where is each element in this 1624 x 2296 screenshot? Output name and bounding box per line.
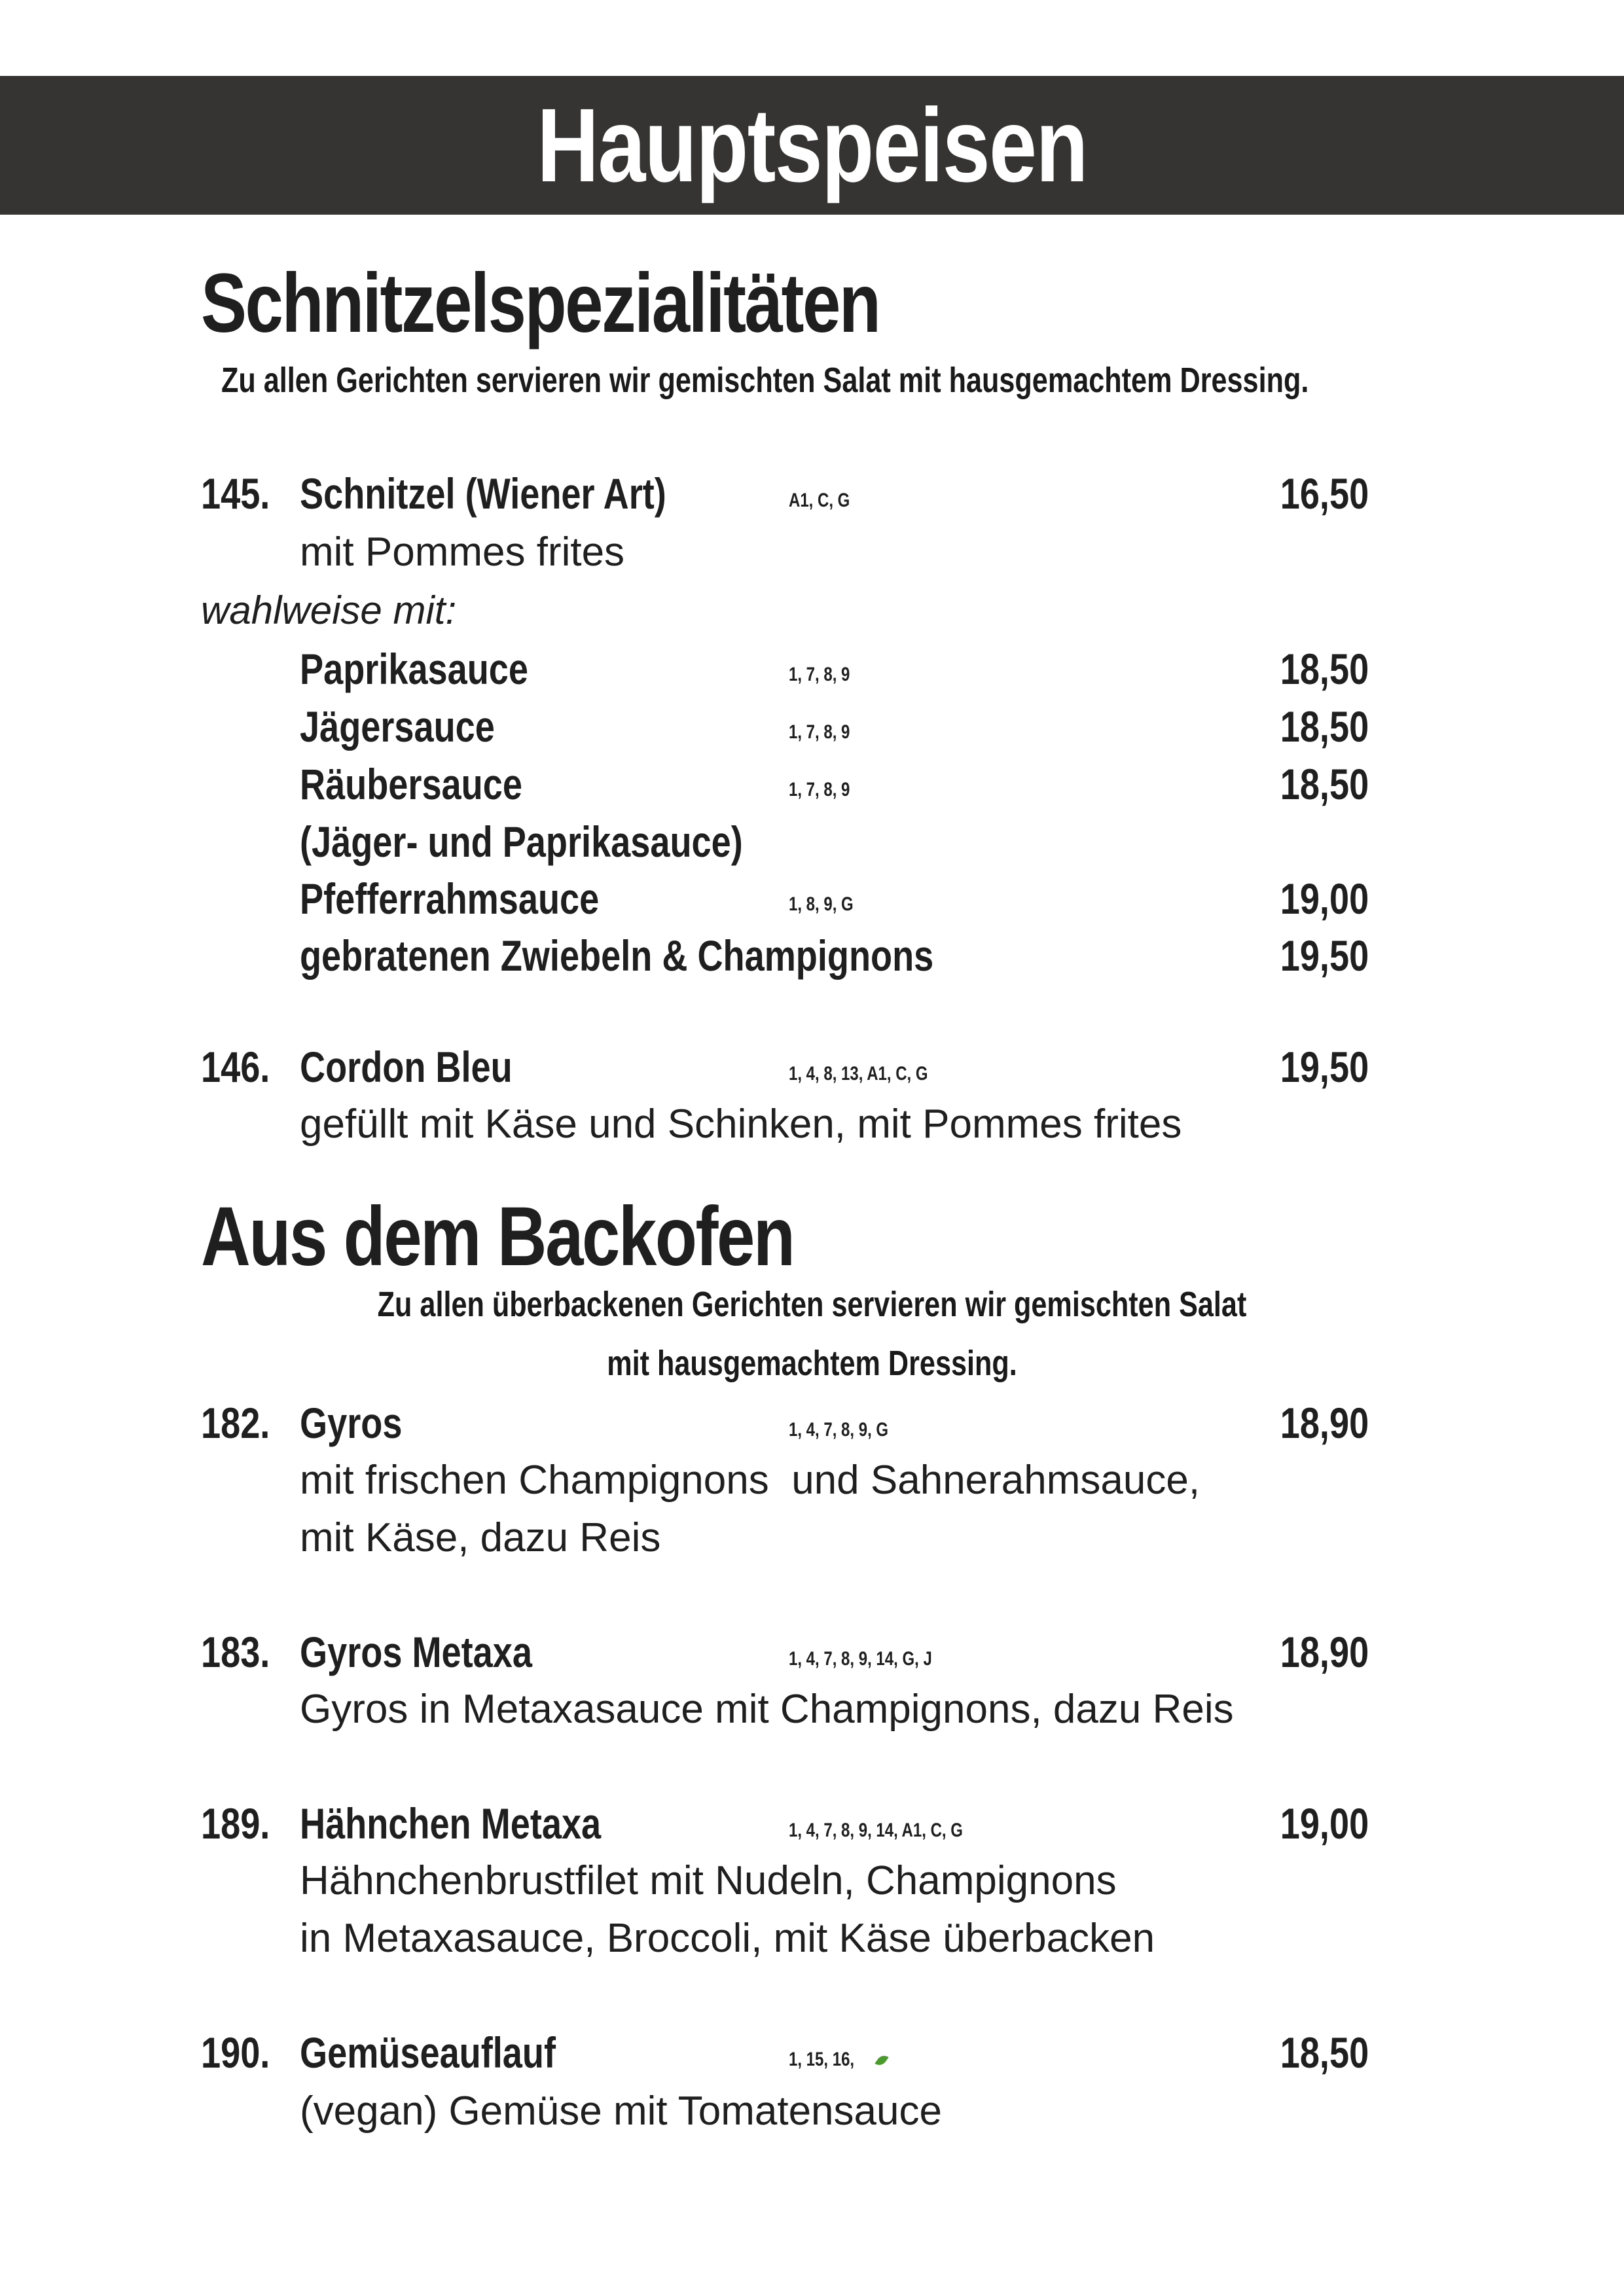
item-number: 189. bbox=[201, 1799, 270, 1848]
item-allergens: A1, C, G bbox=[789, 490, 850, 511]
option-price: 18,50 bbox=[1280, 645, 1369, 693]
option-price: 19,00 bbox=[1280, 874, 1369, 923]
item-price: 18,50 bbox=[1280, 2028, 1369, 2077]
item-name: Cordon Bleu bbox=[300, 1043, 513, 1091]
item-allergens: 1, 4, 8, 13, A1, C, G bbox=[789, 1063, 928, 1085]
item-allergens: 1, 4, 7, 8, 9, 14, G, J bbox=[789, 1648, 932, 1670]
option-price: 18,50 bbox=[1280, 702, 1369, 751]
item-allergens-group bbox=[789, 2049, 886, 2071]
item-name: Gemüseauflauf bbox=[300, 2028, 556, 2077]
item-price: 18,90 bbox=[1280, 1399, 1369, 1447]
item-name: Gyros Metaxa bbox=[300, 1628, 532, 1676]
option-price: 19,50 bbox=[1280, 931, 1369, 980]
option-name: Paprikasauce bbox=[300, 645, 529, 693]
page-title: Hauptspeisen bbox=[537, 86, 1087, 204]
section-title-schnitzel: Schnitzelspezialitäten bbox=[201, 257, 880, 350]
option-allergens: 1, 7, 8, 9 bbox=[789, 664, 850, 685]
item-description: Gyros in Metaxasauce mit Champignons, dazu Reis bbox=[300, 1687, 1234, 1732]
option-price: 18,50 bbox=[1280, 760, 1369, 808]
item-description: in Metaxasauce, Broccoli, mit Käse überbacken bbox=[300, 1916, 1155, 1961]
item-price: 16,50 bbox=[1280, 469, 1369, 518]
option-name: Jägersauce bbox=[300, 702, 495, 751]
item-price: 19,50 bbox=[1280, 1043, 1369, 1091]
item-allergens: 1, 15, 16, bbox=[789, 2049, 855, 2070]
item-description: Hähnchenbrustfilet mit Nudeln, Champignons bbox=[300, 1858, 1117, 1903]
option-name: gebratenen Zwiebeln & Champignons bbox=[300, 931, 934, 980]
item-price: 18,90 bbox=[1280, 1628, 1369, 1676]
option-allergens: 1, 8, 9, G bbox=[789, 893, 854, 915]
item-number: 190. bbox=[201, 2028, 270, 2077]
item-description: gefüllt mit Käse und Schinken, mit Pommes frites bbox=[300, 1102, 1182, 1147]
section-note-backofen-line2: mit hausgemachtem Dressing. bbox=[607, 1344, 1017, 1383]
header-banner bbox=[0, 76, 1624, 215]
item-number: 182. bbox=[201, 1399, 270, 1447]
item-description: mit frischen Champignons und Sahnerahmsauce, bbox=[300, 1458, 1200, 1503]
item-number: 145. bbox=[201, 469, 270, 518]
item-allergens: 1, 4, 7, 8, 9, 14, A1, C, G bbox=[789, 1820, 963, 1841]
section-title-backofen: Aus dem Backofen bbox=[201, 1190, 794, 1283]
item-price: 19,00 bbox=[1280, 1799, 1369, 1848]
item-description: mit Käse, dazu Reis bbox=[300, 1515, 661, 1560]
item-description: mit Pommes frites bbox=[300, 529, 625, 575]
item-name: Hähnchen Metaxa bbox=[300, 1799, 602, 1848]
option-allergens: 1, 7, 8, 9 bbox=[789, 779, 850, 800]
section-note-backofen-line1: Zu allen überbackenen Gerichten servieren wir gemischten Salat bbox=[377, 1285, 1247, 1324]
option-name: Pfefferrahmsauce bbox=[300, 874, 600, 923]
option-allergens: 1, 7, 8, 9 bbox=[789, 721, 850, 743]
option-name: (Jäger- und Paprikasauce) bbox=[300, 817, 743, 866]
item-number: 146. bbox=[201, 1043, 270, 1091]
options-label: wahlweise mit: bbox=[201, 588, 457, 632]
option-name: Räubersauce bbox=[300, 760, 522, 808]
item-description: (vegan) Gemüse mit Tomatensauce bbox=[300, 2089, 942, 2134]
leaf-icon bbox=[875, 2053, 888, 2068]
item-name: Schnitzel (Wiener Art) bbox=[300, 469, 666, 518]
item-number: 183. bbox=[201, 1628, 270, 1676]
item-allergens: 1, 4, 7, 8, 9, G bbox=[789, 1419, 889, 1441]
section-note-schnitzel: Zu allen Gerichten servieren wir gemischten Salat mit hausgemachtem Dressing. bbox=[221, 361, 1309, 400]
item-name: Gyros bbox=[300, 1399, 403, 1447]
